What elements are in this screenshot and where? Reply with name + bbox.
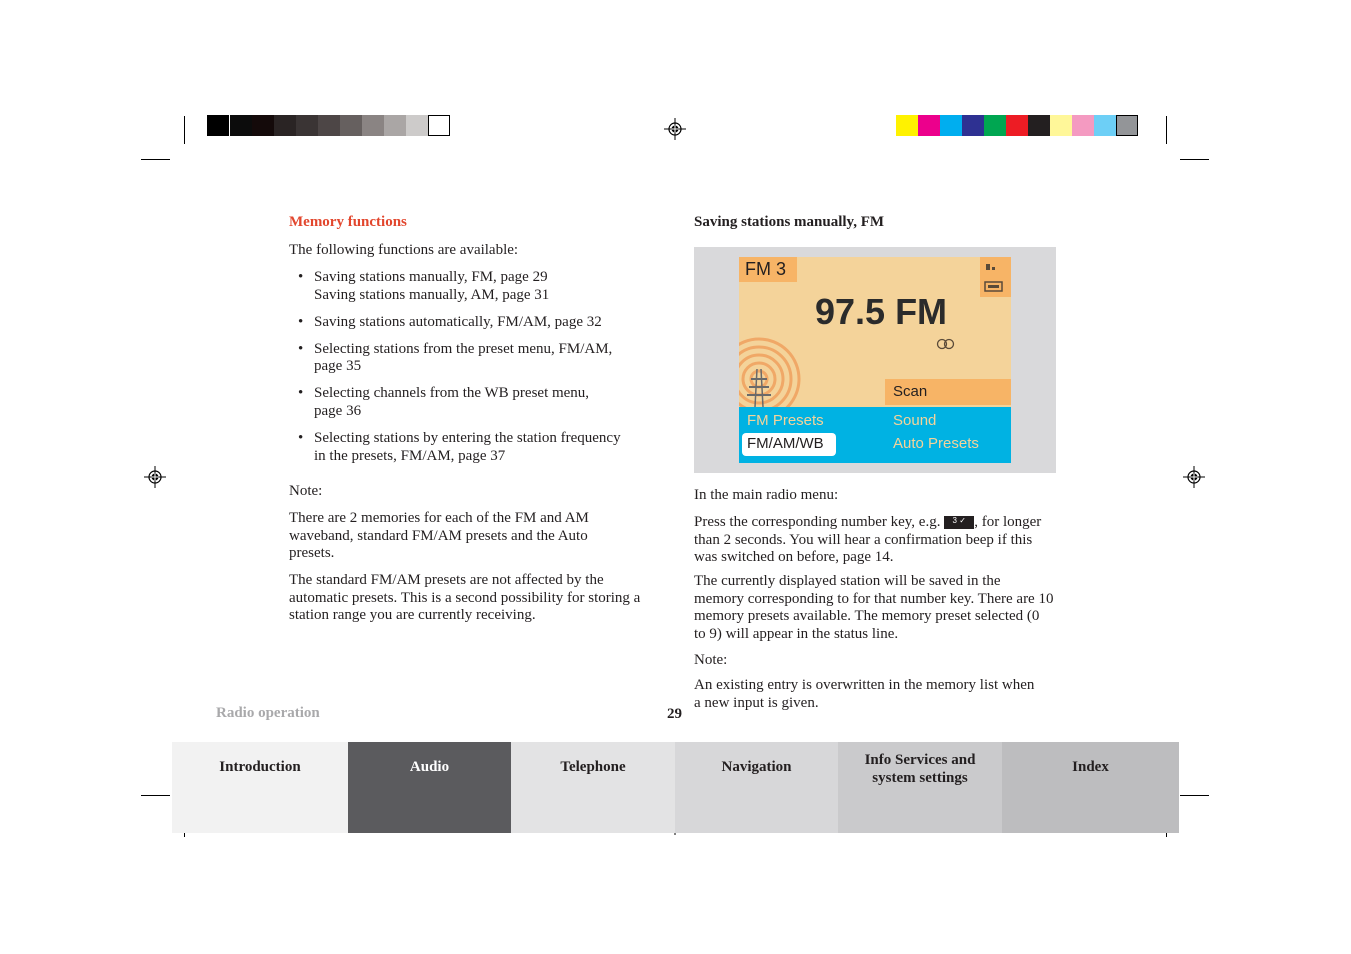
- crop-mark: [141, 159, 170, 160]
- color-swatch: [896, 115, 918, 136]
- note-paragraph: The standard FM/AM presets are not affected by the automatic presets. This is a second possibility for storing a station range you are currently receiving.: [289, 572, 641, 624]
- gray-swatch: [384, 115, 406, 136]
- band-label: FM 3: [745, 259, 787, 279]
- gray-swatch: [406, 115, 428, 136]
- color-swatch: [1116, 115, 1138, 136]
- color-swatch: [984, 115, 1006, 136]
- menu-fm-am-wb[interactable]: FM/AM/WB: [747, 435, 824, 452]
- tab-label: Audio: [409, 759, 450, 775]
- crop-mark: [1180, 795, 1209, 796]
- number-key-label: 3: [952, 516, 957, 526]
- frequency-readout: 97.5 FM: [815, 291, 948, 332]
- list-item: [289, 341, 669, 376]
- gray-swatch: [428, 115, 450, 136]
- antenna-wave-icon: [739, 327, 809, 407]
- radio-display: [739, 257, 1011, 463]
- instruction-paragraph: [694, 514, 1049, 567]
- section-heading: Memory functions: [289, 214, 407, 230]
- list-item: [289, 385, 669, 420]
- tab-audio[interactable]: [348, 742, 511, 833]
- color-swatch: [1050, 115, 1072, 136]
- list-item-line: Saving stations automatically, FM/AM, page 32: [314, 313, 602, 330]
- instruction-text: , for longer than 2 seconds. You will hear a confirmation beep if this was switched on before, page 14.: [694, 514, 1042, 566]
- page-number: 29: [667, 706, 682, 722]
- instruction-text: Press the corresponding number key, e.g.: [694, 514, 941, 530]
- registration-mark-icon: [1183, 466, 1205, 488]
- list-item-line: Saving stations manually, AM, page 31: [314, 286, 550, 303]
- list-item-line: in the presets, FM/AM, page 37: [314, 447, 506, 464]
- crop-mark: [1180, 159, 1209, 160]
- list-item-line: page 35: [314, 358, 362, 375]
- instruction-paragraph: The currently displayed station will be saved in the memory corresponding to for that number key. There are 10 memory presets available. The memory preset selected (0 to 9) will appear in the status line.: [694, 573, 1054, 642]
- gray-swatch: [296, 115, 318, 136]
- color-swatch: [918, 115, 940, 136]
- list-item-line: page 36: [314, 403, 362, 420]
- color-swatch: [1006, 115, 1028, 136]
- tab-label: Navigation: [721, 759, 792, 775]
- crop-mark: [141, 795, 170, 796]
- tab-info-services[interactable]: [838, 742, 1002, 833]
- note-paragraph: An existing entry is overwritten in the memory list when a new input is given.: [694, 677, 1035, 711]
- tab-label: Telephone: [560, 759, 626, 775]
- note-label: Note:: [289, 483, 323, 499]
- tab-telephone[interactable]: [511, 742, 675, 833]
- tab-introduction[interactable]: [172, 742, 348, 833]
- function-list: [289, 269, 669, 475]
- number-key-icon: 3 ✓: [944, 516, 974, 529]
- note-label: Note:: [694, 652, 728, 668]
- registration-mark-icon: [664, 118, 686, 140]
- list-item: [289, 269, 669, 304]
- gray-swatch: [318, 115, 340, 136]
- menu-fm-presets[interactable]: FM Presets: [747, 412, 824, 429]
- note-paragraph: There are 2 memories for each of the FM and AM waveband, standard FM/AM presets and the Auto presets.: [289, 510, 589, 562]
- tab-label: Introduction: [219, 759, 301, 775]
- color-swatch: [1028, 115, 1050, 136]
- color-swatch: [1072, 115, 1094, 136]
- intro-text: The following functions are available:: [289, 242, 519, 258]
- gray-swatch: [274, 115, 296, 136]
- registration-mark-icon: [144, 466, 166, 488]
- list-item-line: Saving stations manually, FM, page 29: [314, 269, 548, 285]
- stereo-icon: [935, 337, 959, 351]
- list-item: [289, 314, 669, 332]
- chapter-tab-bar: [172, 742, 1179, 833]
- tab-label: Info Services and system settings: [864, 752, 976, 786]
- list-item: [289, 430, 669, 465]
- crop-mark: [1166, 116, 1167, 144]
- gray-swatch: [340, 115, 362, 136]
- section-footer-label: Radio operation: [216, 705, 320, 721]
- menu-sound[interactable]: Sound: [893, 412, 937, 429]
- tab-navigation[interactable]: [675, 742, 838, 833]
- gray-swatch: [230, 115, 252, 136]
- color-swatch: [1094, 115, 1116, 136]
- color-swatch: [940, 115, 962, 136]
- gray-swatch: [207, 115, 229, 136]
- signal-icon: [984, 261, 1004, 293]
- gray-swatch: [362, 115, 384, 136]
- tab-label: Index: [1072, 759, 1109, 775]
- color-swatch: [962, 115, 984, 136]
- menu-scan[interactable]: Scan: [893, 383, 928, 400]
- menu-auto-presets[interactable]: Auto Presets: [893, 435, 979, 452]
- list-item-line: Selecting stations from the preset menu, FM/AM,: [314, 340, 613, 357]
- crop-mark: [184, 116, 185, 144]
- section-heading: Saving stations manually, FM: [694, 214, 885, 230]
- instruction-text: In the main radio menu:: [694, 487, 839, 503]
- gray-swatch: [252, 115, 274, 136]
- tab-index[interactable]: [1002, 742, 1179, 833]
- list-item-line: Selecting stations by entering the station frequency: [314, 430, 621, 447]
- list-item-line: Selecting channels from the WB preset menu,: [314, 385, 590, 402]
